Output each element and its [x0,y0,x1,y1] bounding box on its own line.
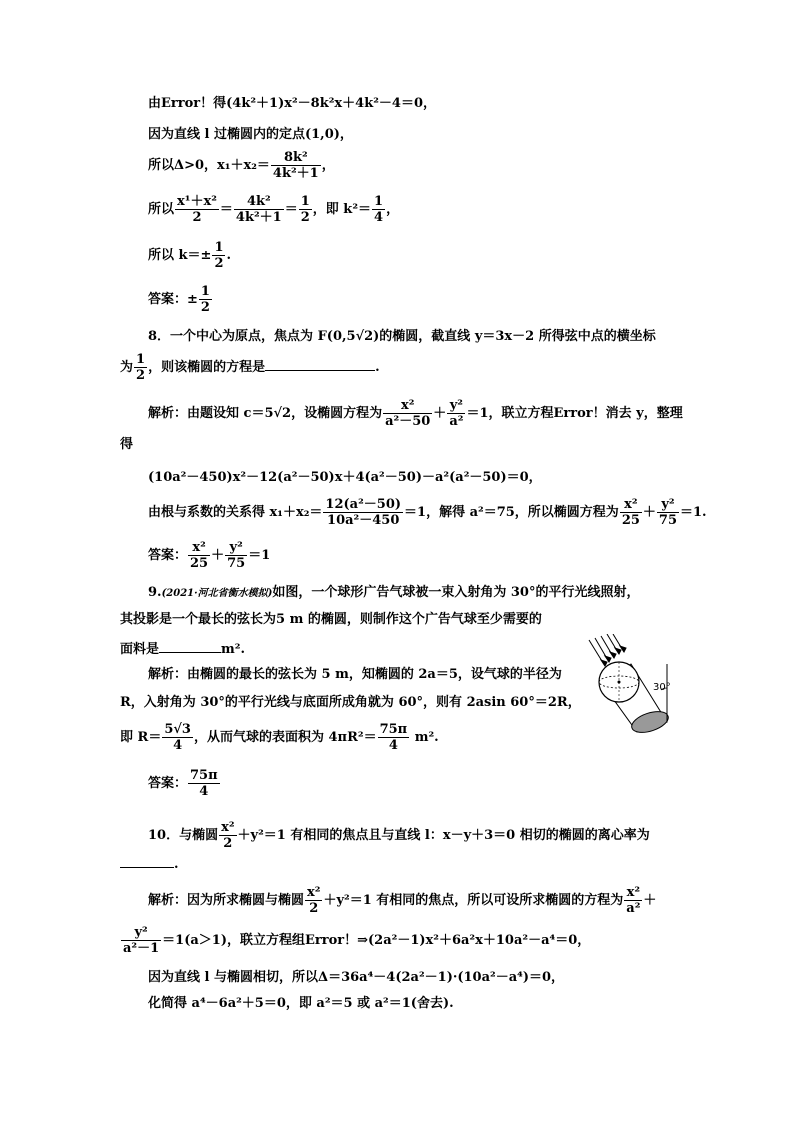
q9-stem-line-1: 9.(2021·河北省衡水模拟)如图，一个球形广告气球被一束入射角为 30°的平行光线照射， [148,585,640,600]
q7-answer: 答案：± $\frac{1}{2}$ [148,284,210,315]
q8-stem-line-1: 8．一个中心为原点，焦点为 F(0,5√2)的椭圆，截直线 y＝3x－2 所得弦中点的横坐标 [148,329,656,344]
q7-l4-frac-3: $\frac{1}{2}$ [300,194,310,225]
q9-source-tag: (2021·河北省衡水模拟) [161,588,273,599]
q9-sol3-frac-1: $\frac{5√3}{4}$ [164,722,191,753]
light-rays [589,634,626,666]
q10-stem-fraction: $\frac{\text{x²}}{2}$ [221,820,235,851]
q8-answer: 答案： $\frac{\text{x²}}{25}$ ＋ $\frac{\text{y²}}{75}$ ＝1 [148,540,271,571]
q9-solution-line-1: 解析：由椭圆的最长的弦长为 5 m，知椭圆的 2a＝5，设气球的半径为 [148,667,562,682]
angle-label: 30° [653,682,671,693]
q8-solution-line-3: (10a²－450)x²－12(a²－50)x＋4(a²－50)－a²(a²－50)＝0， [148,470,542,485]
q9-solution-line-2: R，入射角为 30°的平行光线与底面所成角就为 60°，则有 2asin 60°＝2R， [120,695,581,710]
q8-stem-line-2: 为 $\frac{1}{2}$ ，则该椭圆的方程是 . [120,352,380,383]
q10-solution-line-4: 化简得 a⁴－6a²＋5＝0，即 a²＝5 或 a²＝1(舍去). [148,996,454,1011]
q9-stem-line-2: 其投影是一个最长的弦长为5 m 的椭圆，则制作这个广告气球至少需要的 [120,612,542,627]
q9-answer-fraction: $\frac{75\pi}{4}$ [190,768,218,799]
q7-l3-fraction: $\frac{\text{8k²}}{\text{4k²＋1}}$ [272,150,319,181]
q8-answer-frac-2: $\frac{\text{y²}}{75}$ [227,540,246,571]
q10-solution-line-2: $\frac{\text{y²}}{\text{a²－1}}$ ＝1(a＞1)，联立方程组Error！⇒(2a²－1)x²＋6a²x＋10a²－a⁴＝0， [123,925,591,956]
q9-answer: 答案： $\frac{75\pi}{4}$ [148,768,218,799]
q8-solution-line-2: 得 [120,437,134,452]
q8-answer-frac-1: $\frac{\text{x²}}{25}$ [190,540,209,571]
q7-line-1: 由Error！得(4k²＋1)x²－8k²x＋4k²－4＝0， [148,96,436,111]
q8-sol4-frac-1: $\frac{\text{12(a²－50)}}{\text{10a²－450}}$ [325,497,402,528]
q9-answer-blank[interactable] [159,640,221,653]
q8-sol1-frac-2: $\frac{\text{y²}}{\text{a²}}$ [449,398,464,429]
q9-stem-line-3: 面料是 m². [120,642,245,657]
q7-l4-frac-2: $\frac{\text{4k²}}{\text{4k²＋1}}$ [235,194,282,225]
q7-l4-frac-1: $\frac{\text{x¹＋x²}}{2}$ [177,194,217,225]
q7-line-2: 因为直线 l 过椭圆内的定点(1,0)， [148,127,353,142]
q10-sol1-frac-2: $\frac{\text{x²}}{\text{a²}}$ [626,885,641,916]
q7-line-4: 所以 $\frac{\text{x¹＋x²}}{2}$ ＝ $\frac{\text{4k²}}{\text{4k²＋1}}$ ＝ $\frac{1}{2}$ ，即 k²＝ $\frac{1}{4}$ ， [148,194,400,225]
q7-line-5: 所以 k＝± $\frac{1}{2}$ . [148,240,232,271]
q10-stem-line-2: . [120,855,179,873]
q10-sol1-frac-1: $\frac{\text{x²}}{2}$ [307,885,321,916]
q7-l5-fraction: $\frac{1}{2}$ [214,240,224,271]
q8-sol4-frac-3: $\frac{\text{y²}}{75}$ [658,497,678,528]
q8-solution-line-1: 解析：由题设知 c＝5√2，设椭圆方程为 $\frac{\text{x²}}{\text{a²－50}}$ ＋ $\frac{\text{y²}}{\text{a²}}$ ＝1，联立方程Error！消去 y，整理 [148,398,683,429]
q8-answer-blank[interactable] [265,358,375,371]
q10-solution-line-3: 因为直线 l 与椭圆相切，所以Δ＝36a⁴－4(2a²－1)·(10a²－a⁴)＝0， [148,970,565,985]
q8-stem-fraction: $\frac{1}{2}$ [136,352,146,383]
q9-sol3-frac-2: $\frac{75\pi}{4}$ [379,722,408,753]
q10-stem-line-1: 10．与椭圆 $\frac{\text{x²}}{2}$ ＋y²＝1 有相同的焦点且与直线 l：x－y＋3＝0 相切的椭圆的离心率为 [148,820,650,851]
q9-solution-line-3: 即 R＝ $\frac{5√3}{4}$ ，从而气球的表面积为 4πR²＝ $\frac{75\pi}{4}$ m². [120,722,439,753]
sphere-center [618,681,621,684]
q7-l4-frac-4: $\frac{1}{4}$ [374,194,384,225]
q8-sol1-frac-1: $\frac{\text{x²}}{\text{a²－50}}$ [385,398,431,429]
q7-answer-fraction: $\frac{1}{2}$ [200,284,210,315]
q8-sol4-frac-2: $\frac{\text{x²}}{25}$ [621,497,640,528]
q7-l3-text: 所以Δ>0，x₁＋x₂＝ [148,158,270,173]
q10-sol2-fraction: $\frac{\text{y²}}{\text{a²－1}}$ [123,925,160,956]
q9-balloon-figure [583,634,683,734]
q8-solution-line-4: 由根与系数的关系得 x₁＋x₂＝ $\frac{\text{12(a²－50)}}{\text{10a²－450}}$ ＝1，解得 a²＝75，所以椭圆方程为 $\frac{\text{x²}}{25}$ ＋ $\frac{\text{y²}}{75}$ ＝1. [148,497,707,528]
q10-answer-blank[interactable] [120,855,174,868]
q7-line-3: 所以Δ>0，x₁＋x₂＝ $\frac{\text{8k²}}{\text{4k²＋1}}$ ， [148,150,335,181]
q10-solution-line-1: 解析：因为所求椭圆与椭圆 $\frac{\text{x²}}{2}$ ＋y²＝1 有相同的焦点，所以可设所求椭圆的方程为 $\frac{\text{x²}}{\text{a²}}$ ＋ [148,885,657,916]
